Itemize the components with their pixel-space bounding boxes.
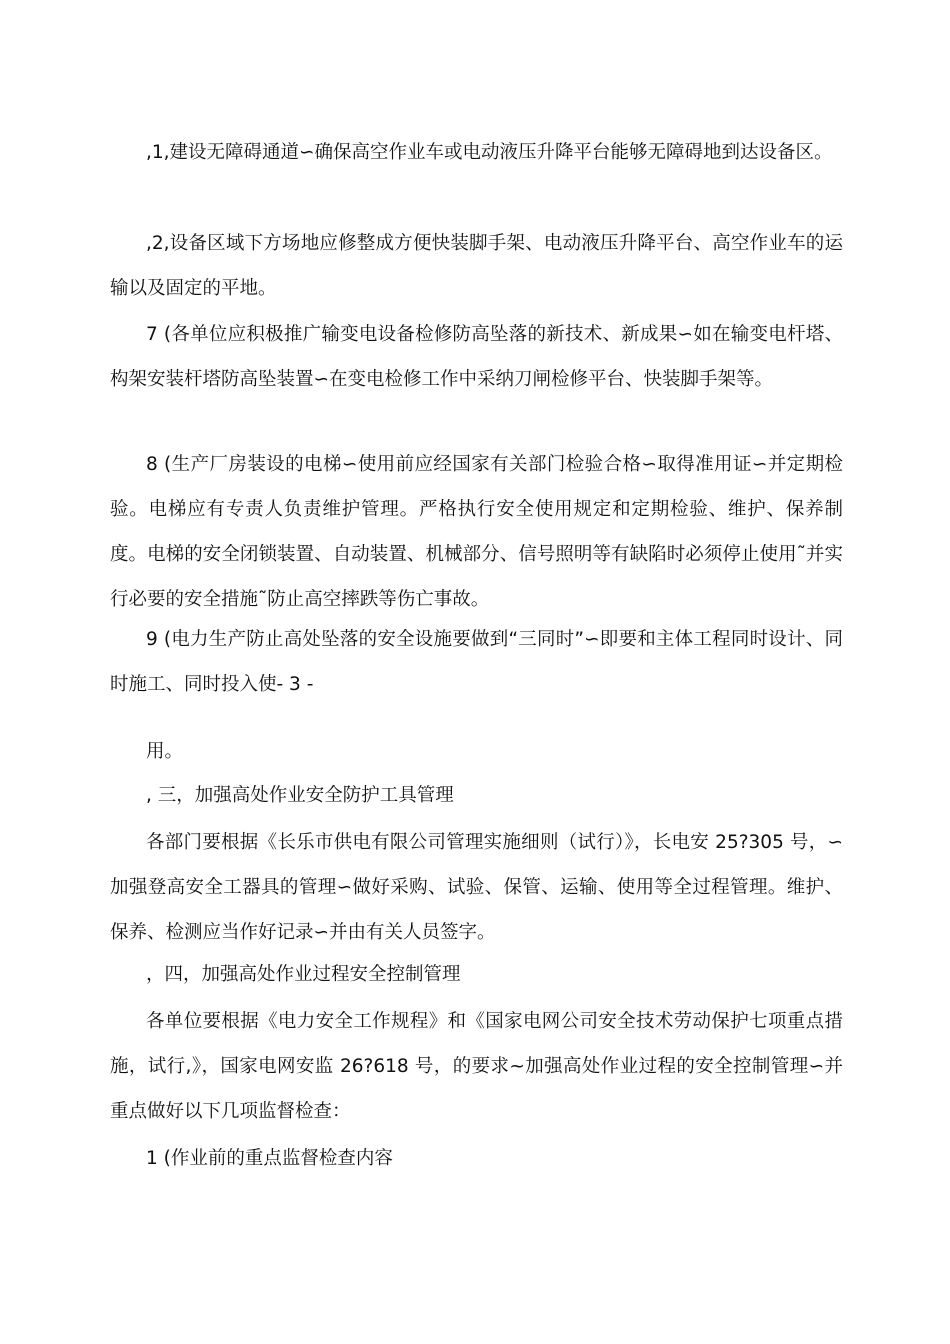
paragraph-section-4-body: 各单位要根据《电力安全工作规程》和《国家电网公司安全技术劳动保护七项重点措施，试行,》，国家电网安监 26?618 号，的要求~加强高处作业过程的安全控制管理∽并重点做好以下几项监督检查： [110, 1011, 843, 1122]
section-heading-3: , 三，加强高处作业安全防护工具管理 [146, 785, 454, 806]
paragraph-site-grading: ,2,设备区域下方场地应修整成方便快装脚手架、电动液压升降平台、高空作业车的运输以及固定的平地。 [110, 233, 843, 299]
paragraph-item-7: 7 (各单位应积极推广输变电设备检修防高坠落的新技术、新成果∽如在输变电杆塔、构架安装杆塔防高坠装置∽在变电检修工作中采纳刀闸检修平台、快装脚手架等。 [110, 324, 843, 390]
paragraph-access-channel: ,1,建设无障碍通道∽确保高空作业车或电动液压升降平台能够无障碍地到达设备区。 [146, 142, 833, 163]
paragraph-continuation: 用。 [146, 741, 184, 762]
paragraph-item-1: 1 (作业前的重点监督检查内容 [146, 1148, 393, 1169]
section-heading-4: ，四，加强高处作业过程安全控制管理 [146, 964, 461, 985]
paragraph-item-9: 9 (电力生产防止高处坠落的安全设施要做到“三同时”∽即要和主体工程同时设计、同时施工、同时投入使- 3 - [110, 629, 843, 695]
paragraph-item-8: 8 (生产厂房装设的电梯∽使用前应经国家有关部门检验合格∽取得准用证∽并定期检验。电梯应有专责人负责维护管理。严格执行安全使用规定和定期检验、维护、保养制度。电梯的安全闭锁装置、自动装置、机械部分、信号照明等有缺陷时必须停止使用˜并实行必要的安全措施˜防止高空摔跌等伤亡事故。 [110, 454, 843, 610]
paragraph-section-3-body: 各部门要根据《长乐市供电有限公司管理实施细则（试行）》，长电安 25?305 号，∽加强登高安全工器具的管理∽做好采购、试验、保管、运输、使用等全过程管理。维护、保养、检测应当作好记录∽并由有关人员签字。 [110, 832, 843, 943]
